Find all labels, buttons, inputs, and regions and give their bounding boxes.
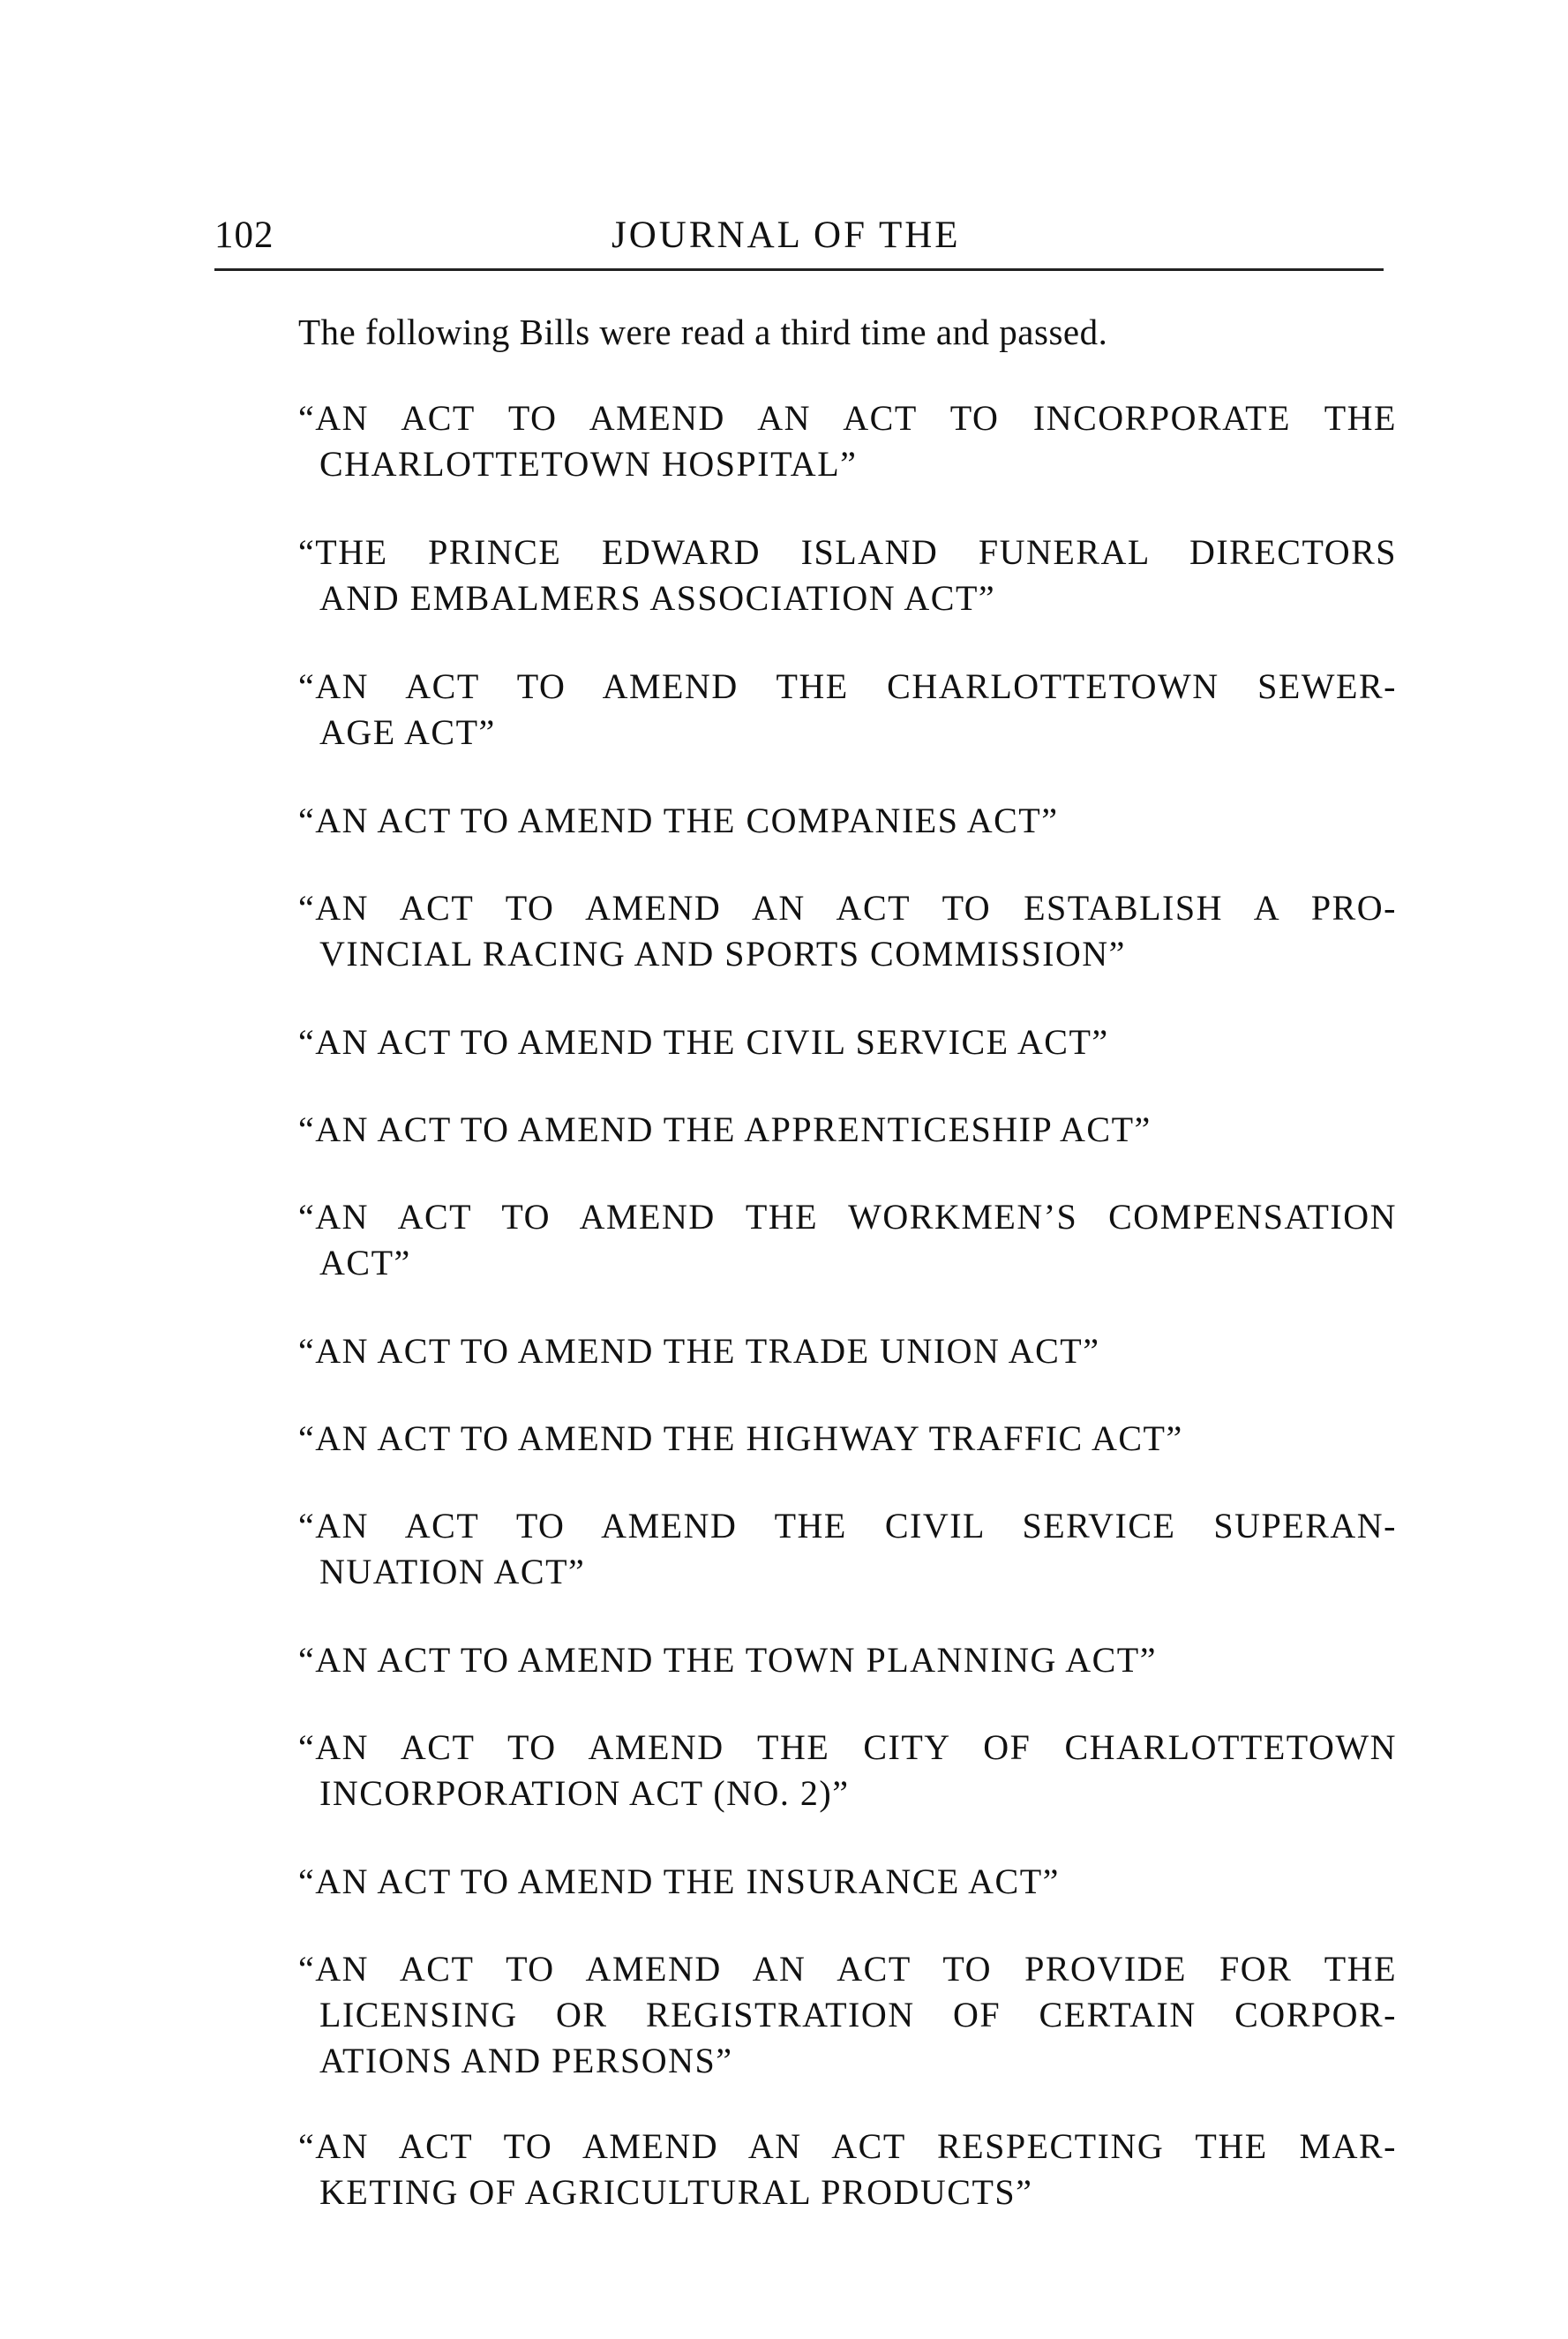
bill-entry [298, 1194, 1397, 1286]
intro-sentence: The following Bills were read a third time and passed. [298, 312, 1108, 352]
bill-entry [298, 664, 1397, 756]
bill-line: NUATION ACT” [319, 1552, 586, 1591]
bill-line: LICENSING OR REGISTRATION OF CERTAIN CORPOR- [319, 1995, 1397, 2034]
bill-entry [298, 885, 1397, 977]
header-rule [214, 268, 1384, 271]
bill-line: “AN ACT TO AMEND AN ACT TO PROVIDE FOR THE [298, 1949, 1397, 1989]
bill-line: “AN ACT TO AMEND THE INSURANCE ACT” [298, 1861, 1060, 1901]
bill-line: “AN ACT TO AMEND THE CIVIL SERVICE ACT” [298, 1022, 1109, 1062]
bill-line: “THE PRINCE EDWARD ISLAND FUNERAL DIRECTORS [298, 532, 1397, 572]
bill-line: AGE ACT” [319, 712, 496, 752]
bill-line: “AN ACT TO AMEND THE COMPANIES ACT” [298, 801, 1059, 840]
page-number: 102 [214, 214, 274, 256]
bill-entry [298, 1107, 1397, 1153]
running-title: JOURNAL OF THE [611, 214, 961, 256]
bill-line: “AN ACT TO AMEND AN ACT RESPECTING THE MAR- [298, 2126, 1397, 2166]
bill-line: KETING OF AGRICULTURAL PRODUCTS” [319, 2172, 1033, 2212]
bill-entry [298, 1416, 1397, 1462]
bill-line: ACT” [319, 1243, 411, 1282]
bill-entry [298, 1637, 1397, 1683]
bill-line: ATIONS AND PERSONS” [319, 2041, 733, 2080]
bill-entry [298, 395, 1397, 487]
bill-line: “AN ACT TO AMEND AN ACT TO ESTABLISH A PRO- [298, 888, 1397, 928]
bill-entry [298, 1859, 1397, 1905]
bill-entry [298, 1725, 1397, 1816]
bill-line: “AN ACT TO AMEND AN ACT TO INCORPORATE THE [298, 398, 1397, 438]
bill-line: “AN ACT TO AMEND THE APPRENTICESHIP ACT” [298, 1109, 1152, 1149]
bill-line: CHARLOTTETOWN HOSPITAL” [319, 444, 858, 484]
bill-line: AND EMBALMERS ASSOCIATION ACT” [319, 578, 996, 618]
bill-line: “AN ACT TO AMEND THE CIVIL SERVICE SUPERAN- [298, 1506, 1397, 1546]
bill-line: “AN ACT TO AMEND THE TOWN PLANNING ACT” [298, 1640, 1157, 1680]
bill-line: VINCIAL RACING AND SPORTS COMMISSION” [319, 934, 1126, 974]
bill-entry [298, 1019, 1397, 1065]
bill-line: “AN ACT TO AMEND THE WORKMEN’S COMPENSATION [298, 1197, 1397, 1237]
bill-entry [298, 530, 1397, 621]
bill-entry [298, 2124, 1397, 2215]
bill-entry [298, 798, 1397, 844]
bill-line: “AN ACT TO AMEND THE CHARLOTTETOWN SEWER- [298, 666, 1397, 706]
bill-entry [298, 1946, 1397, 2084]
running-head [214, 214, 1384, 267]
bill-entry [298, 1328, 1397, 1374]
bill-line: “AN ACT TO AMEND THE TRADE UNION ACT” [298, 1331, 1100, 1371]
bill-line: INCORPORATION ACT (NO. 2)” [319, 1773, 850, 1813]
bill-line: “AN ACT TO AMEND THE HIGHWAY TRAFFIC ACT” [298, 1418, 1183, 1458]
bill-entry [298, 1503, 1397, 1595]
bill-line: “AN ACT TO AMEND THE CITY OF CHARLOTTETOWN [298, 1727, 1397, 1767]
